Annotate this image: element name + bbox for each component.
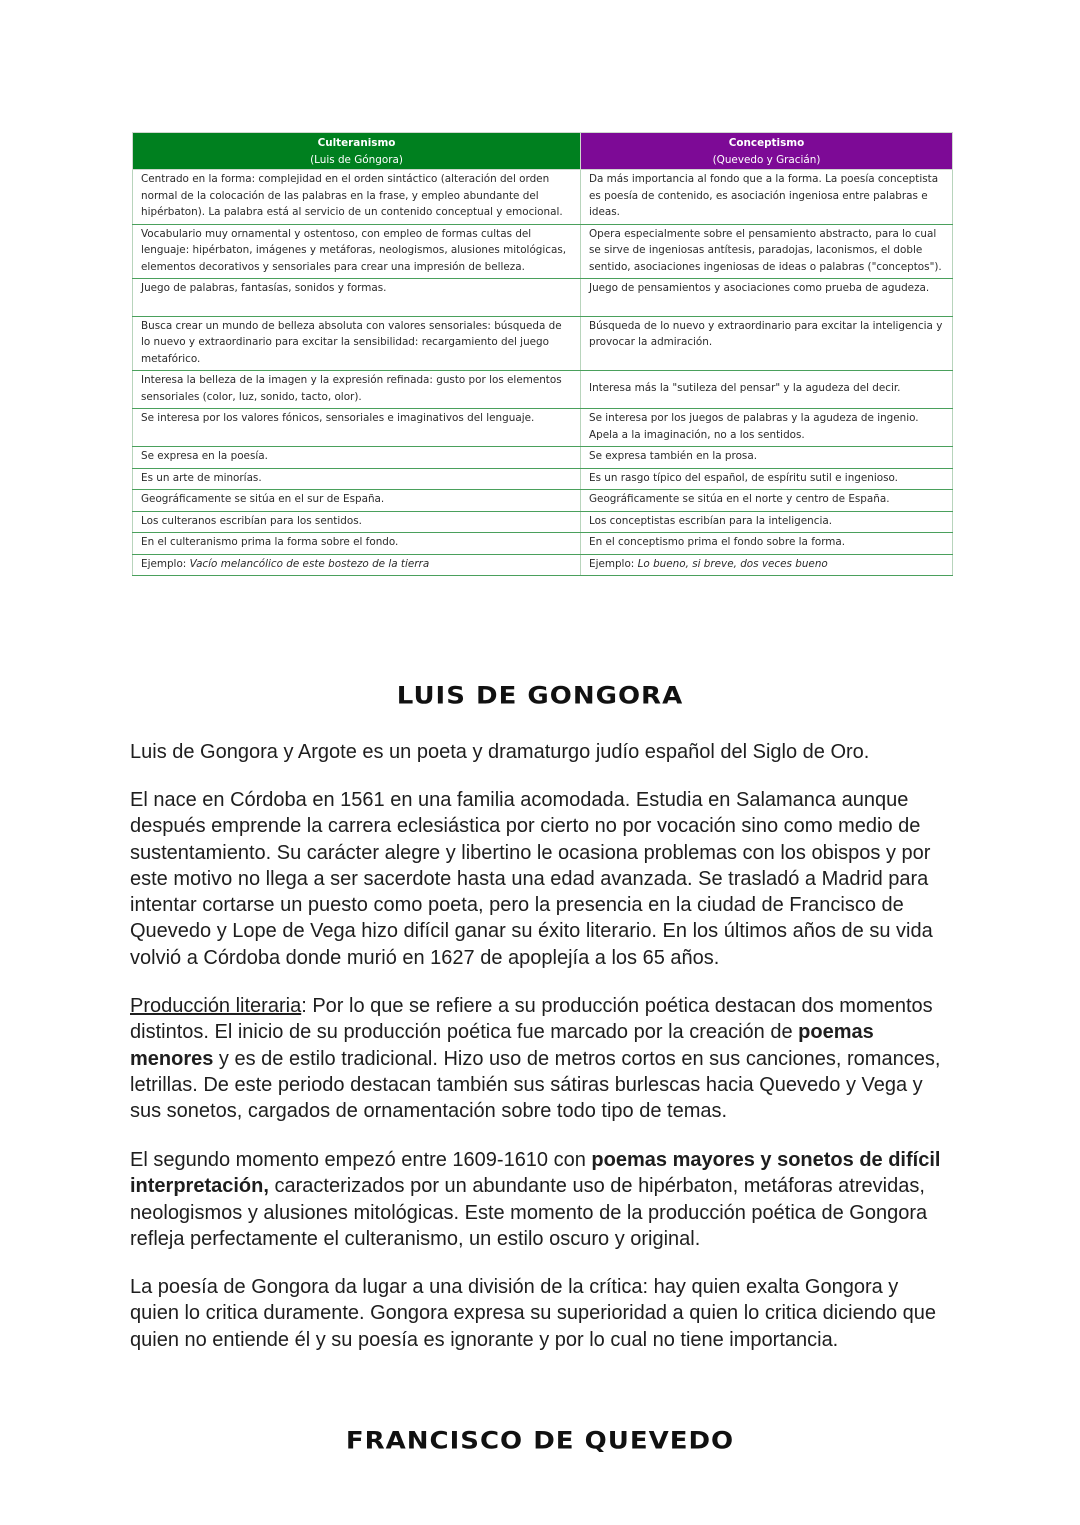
cell-conceptismo: Se expresa también en la prosa. — [581, 447, 953, 469]
cell-conceptismo: Juego de pensamientos y asociaciones como prueba de agudeza. — [581, 279, 953, 317]
cell-culteranismo: Los culteranos escribían para los sentidos. — [133, 511, 581, 533]
table-row — [133, 316, 953, 371]
header-right-subtitle: (Quevedo y Gracián) — [712, 153, 821, 166]
table-body — [133, 170, 953, 576]
cell-culteranismo: Centrado en la forma: complejidad en el orden sintáctico (alteración del orden normal de la colocación de las palabras en la frase, y empleo abundante del hipérbaton). La palabra está al servicio de un contenido conceptual y emocional. — [133, 170, 581, 225]
table-row — [133, 490, 953, 512]
table-row — [133, 533, 953, 555]
second-moment-text-a: El segundo momento empezó entre 1609-1610 con — [130, 1149, 592, 1171]
comparison-table — [132, 132, 953, 576]
cell-conceptismo: Opera especialmente sobre el pensamiento abstracto, para lo cual se sirve de ingeniosas antítesis, paradojas, laconismos, el doble sentido, asociaciones ingeniosas de ideas o palabras ("conceptos"). — [581, 224, 953, 279]
cell-culteranismo: Geográficamente se sitúa en el sur de España. — [133, 490, 581, 512]
cell-culteranismo: Es un arte de minorías. — [133, 468, 581, 490]
cell-culteranismo: Juego de palabras, fantasías, sonidos y formas. — [133, 279, 581, 317]
header-culteranismo — [133, 133, 581, 170]
header-conceptismo — [581, 133, 953, 170]
table-row — [133, 279, 953, 317]
cell-conceptismo: Búsqueda de lo nuevo y extraordinario para excitar la inteligencia y provocar la admiración. — [581, 316, 953, 371]
example-text: Lo bueno, si breve, dos veces bueno — [637, 557, 828, 570]
paragraph-production — [130, 993, 950, 1124]
example-text: Vacío melancólico de este bostezo de la tierra — [189, 557, 430, 570]
paragraph-second-moment — [130, 1147, 950, 1252]
cell-conceptismo: Da más importancia al fondo que a la forma. La poesía conceptista es poesía de contenido, es asociación ingeniosa entre palabras e ideas. — [581, 170, 953, 225]
cell-culteranismo: Busca crear un mundo de belleza absoluta con valores sensoriales: búsqueda de lo nuevo y extraordinario para excitar la sensibilidad: recargamiento del juego metafórico. — [133, 316, 581, 371]
paragraph-intro: Luis de Gongora y Argote es un poeta y dramaturgo judío español del Siglo de Oro. — [130, 741, 870, 763]
table-row — [133, 224, 953, 279]
cell-conceptismo: Los conceptistas escribían para la inteligencia. — [581, 511, 953, 533]
header-right-title: Conceptismo — [728, 137, 805, 149]
table-header-row — [133, 133, 953, 170]
cell-example-conceptismo — [581, 554, 953, 576]
production-bold: poemas menores — [130, 1021, 874, 1070]
section-title-gongora: LUIS DE GONGORA — [396, 682, 684, 710]
table-row — [133, 468, 953, 490]
cell-culteranismo: Vocabulario muy ornamental y ostentoso, con empleo de formas cultas del lenguaje: hipérbaton, imágenes y metáforas, neologismos, alusiones mitológicas, elementos decorativos y sensoriales para crear una impresión de belleza. — [133, 224, 581, 279]
cell-conceptismo: Se interesa por los juegos de palabras y la agudeza de ingenio. Apela a la imaginación, no a los sentidos. — [581, 409, 953, 447]
table-row — [133, 409, 953, 447]
cell-conceptismo: En el conceptismo prima el fondo sobre la forma. — [581, 533, 953, 555]
cell-example-culteranismo — [133, 554, 581, 576]
paragraph-criticism: La poesía de Gongora da lugar a una división de la crítica: hay quien exalta Gongora y quien lo critica duramente. Gongora expresa su superioridad a quien lo critica diciendo que quien no entiende él y su poesía es ignorante y por lo cual no tiene importancia. — [130, 1276, 937, 1351]
header-left-subtitle: (Luis de Góngora) — [310, 153, 403, 166]
example-label: Ejemplo: — [589, 557, 638, 570]
cell-culteranismo: Se expresa en la poesía. — [133, 447, 581, 469]
production-text-a: : Por lo que se refiere a su producción poética destacan dos momentos distintos. El inicio de su producción poética fue marcado por la creación de — [130, 995, 933, 1044]
cell-culteranismo: Interesa la belleza de la imagen y la expresión refinada: gusto por los elementos sensoriales (color, luz, sonido, tacto, olor). — [133, 371, 581, 409]
paragraph-biography: El nace en Córdoba en 1561 en una familia acomodada. Estudia en Salamanca aunque después emprende la carrera eclesiástica por cierto no por vocación sino como medio de sustentamiento. Su carácter alegre y libertino le ocasiona problemas con los obispos y por este motivo no llega a ser sacerdote hasta una edad avanzada. Se trasladó a Madrid para intentar cortarse un puesto como poeta, pero la presencia en la ciudad de Francisco de Quevedo y Lope de Vega hizo difícil ganar su éxito literario. En los últimos años de su vida volvió a Córdoba donde murió en 1627 de apoplejía a los 65 años. — [130, 789, 933, 969]
cell-conceptismo: Geográficamente se sitúa en el norte y centro de España. — [581, 490, 953, 512]
table-row-example — [133, 554, 953, 576]
production-label: Producción literaria — [130, 995, 302, 1017]
production-text-b: y es de estilo tradicional. Hizo uso de metros cortos en sus canciones, romances, letrillas. De este periodo destacan también sus sátiras burlescas hacia Quevedo y Vega y sus sonetos, cargados de ornamentación sobre todo tipo de temas. — [130, 1047, 941, 1123]
second-moment-bold: poemas mayores y sonetos de difícil interpretación, — [130, 1149, 941, 1198]
cell-culteranismo: En el culteranismo prima la forma sobre el fondo. — [133, 533, 581, 555]
cell-conceptismo: Interesa más la "sutileza del pensar" y la agudeza del decir. — [581, 371, 953, 409]
header-left-title: Culteranismo — [317, 137, 396, 149]
table-row — [133, 170, 953, 225]
second-moment-text-b: caracterizados por un abundante uso de hipérbaton, metáforas atrevidas, neologismos y alusiones mitológicas. Este momento de la producción poética de Gongora refleja perfectamente el culteranismo, un estilo oscuro y original. — [130, 1175, 928, 1250]
table-row — [133, 447, 953, 469]
example-label: Ejemplo: — [141, 557, 190, 570]
table-row — [133, 511, 953, 533]
table-row — [133, 371, 953, 409]
section-title-quevedo: FRANCISCO DE QUEVEDO — [345, 1427, 735, 1455]
cell-culteranismo: Se interesa por los valores fónicos, sensoriales e imaginativos del lenguaje. — [133, 409, 581, 447]
cell-conceptismo: Es un rasgo típico del español, de espíritu sutil e ingenioso. — [581, 468, 953, 490]
